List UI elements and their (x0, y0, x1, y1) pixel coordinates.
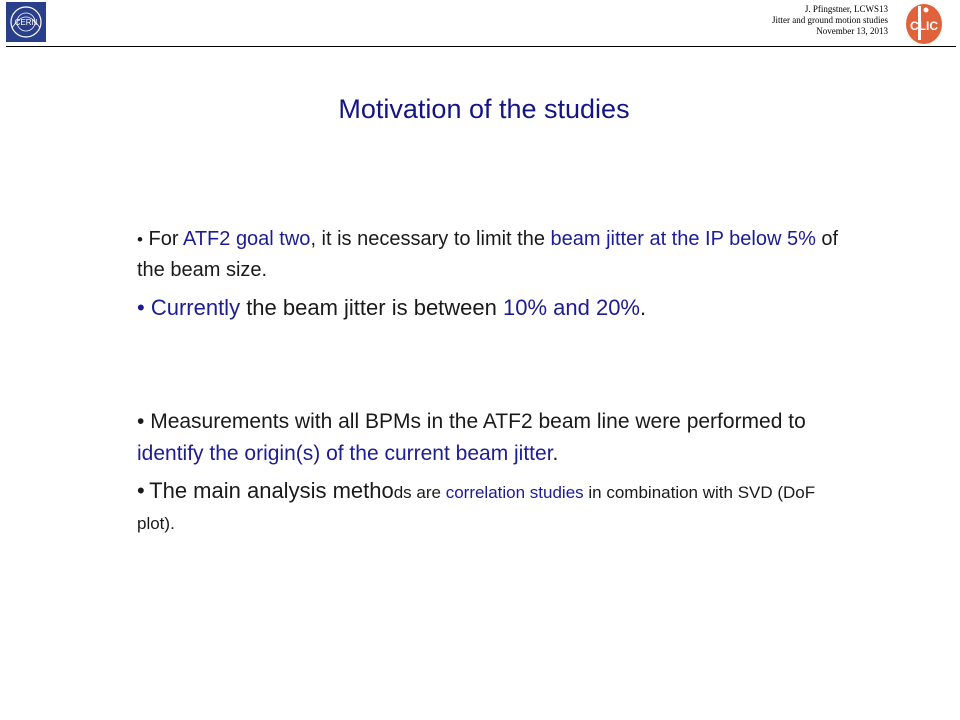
header-info (772, 4, 888, 37)
header-divider (6, 46, 956, 47)
header-subtitle: Jitter and ground motion studies (772, 15, 888, 25)
bullet-marker: • (137, 478, 145, 503)
bullet-highlight: Currently (150, 295, 241, 320)
clic-logo-text: CLIC (910, 19, 938, 33)
bullet-highlight: 10% and 20% (503, 295, 640, 320)
bullet-highlight: beam jitter at the IP below 5% (550, 228, 816, 250)
bullet-marker: • (137, 230, 143, 249)
bullet-text: For (148, 228, 183, 250)
bullet-text: in combination with SVD (DoF plot). (137, 483, 816, 533)
bullet-current-jitter (137, 292, 857, 323)
header-date: November 13, 2013 (816, 26, 888, 36)
bullet-highlight: correlation studies (445, 483, 584, 502)
bullet-measurements (137, 406, 857, 470)
bullet-text: The main analysis metho (149, 478, 394, 503)
bullet-text: . (640, 295, 647, 320)
bullet-text: Measurements with all BPMs in the ATF2 beam line were performed to (150, 410, 806, 433)
slide-title: Motivation of the studies (338, 94, 630, 124)
header-author: J. Pfingstner, LCWS13 (804, 4, 888, 14)
bullet-text: , it is necessary to limit the (310, 228, 551, 250)
bullet-marker: • (137, 295, 145, 320)
bullet-highlight: ATF2 goal two (182, 228, 311, 250)
bullet-text: of the beam size. (137, 228, 839, 281)
cern-logo-text: CERN (14, 18, 38, 27)
slide-header (0, 0, 960, 48)
bullet-text: ds are (393, 483, 446, 502)
clic-logo (902, 2, 946, 46)
bullet-goal (137, 224, 857, 286)
bullet-marker: • (137, 410, 145, 433)
bullet-text: . (552, 442, 559, 465)
bullet-highlight: identify the origin(s) of the current beam jitter (137, 442, 553, 465)
bullet-text: the beam jitter is between (240, 295, 503, 320)
bullet-analysis (137, 476, 857, 540)
cern-logo (6, 2, 46, 42)
